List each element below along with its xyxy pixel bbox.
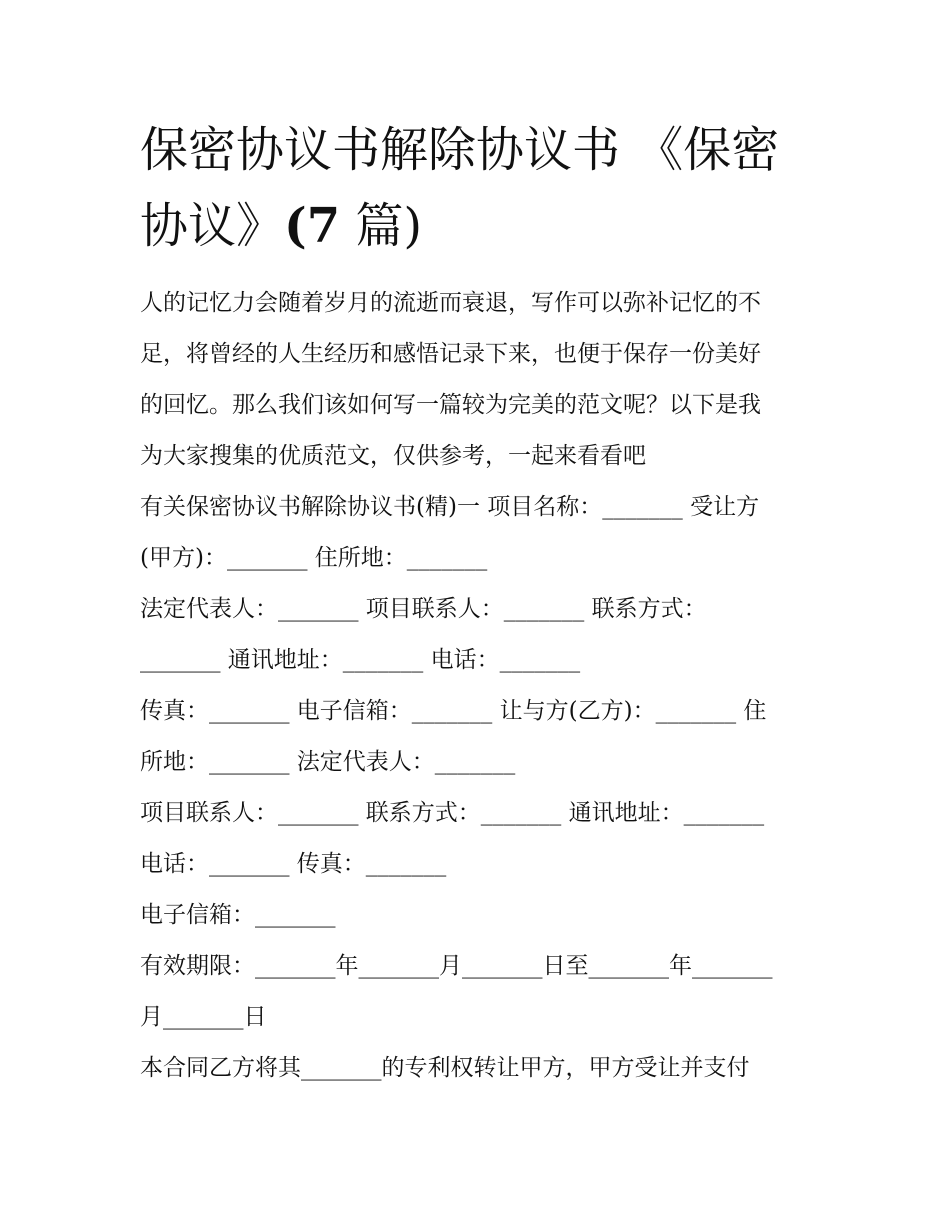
body-line: (甲方)：_______ 住所地：_______ xyxy=(140,545,488,571)
body-line: 本合同乙方将其_______的专利权转让甲方，甲方受让并支付 xyxy=(140,1055,750,1081)
document-title xyxy=(140,112,820,264)
body-line: 项目联系人：_______ 联系方式：_______ 通讯地址：_______ xyxy=(140,800,765,826)
body-line: 电话：_______ 传真：_______ xyxy=(140,851,447,877)
body-line: 所地：_______ 法定代表人：_______ xyxy=(140,749,516,775)
body-line: 的回忆。那么我们该如何写一篇较为完美的范文呢？以下是我 xyxy=(140,392,761,418)
body-line: 有关保密协议书解除协议书(精)一 项目名称：_______ 受让方 xyxy=(140,494,760,520)
title-part-2: 协议》 xyxy=(140,198,285,254)
body-line: 有效期限：_______年_______月_______日至_______年_______ xyxy=(140,953,773,979)
body-line: 电子信箱：_______ xyxy=(140,902,336,928)
body-line: 足，将曾经的人生经历和感悟记录下来，也便于保存一份美好 xyxy=(140,341,761,367)
title-part-1: 保密协议书解除协议书 《保密 xyxy=(140,122,780,178)
title-count: (7 xyxy=(284,198,341,254)
body-line: _______ 通讯地址：_______ 电话：_______ xyxy=(140,647,581,673)
body-line: 传真：_______ 电子信箱：_______ 让与方(乙方)：_______ 住 xyxy=(140,698,767,724)
title-part-4: 篇) xyxy=(340,198,423,254)
body-line: 月_______日 xyxy=(140,1004,267,1030)
document-body xyxy=(140,278,820,1094)
body-line: 人的记忆力会随着岁月的流逝而衰退，写作可以弥补记忆的不 xyxy=(140,290,761,316)
body-line: 为大家搜集的优质范文，仅供参考，一起来看看吧 xyxy=(140,443,646,469)
body-line: 法定代表人：_______ 项目联系人：_______ 联系方式： xyxy=(140,596,707,622)
